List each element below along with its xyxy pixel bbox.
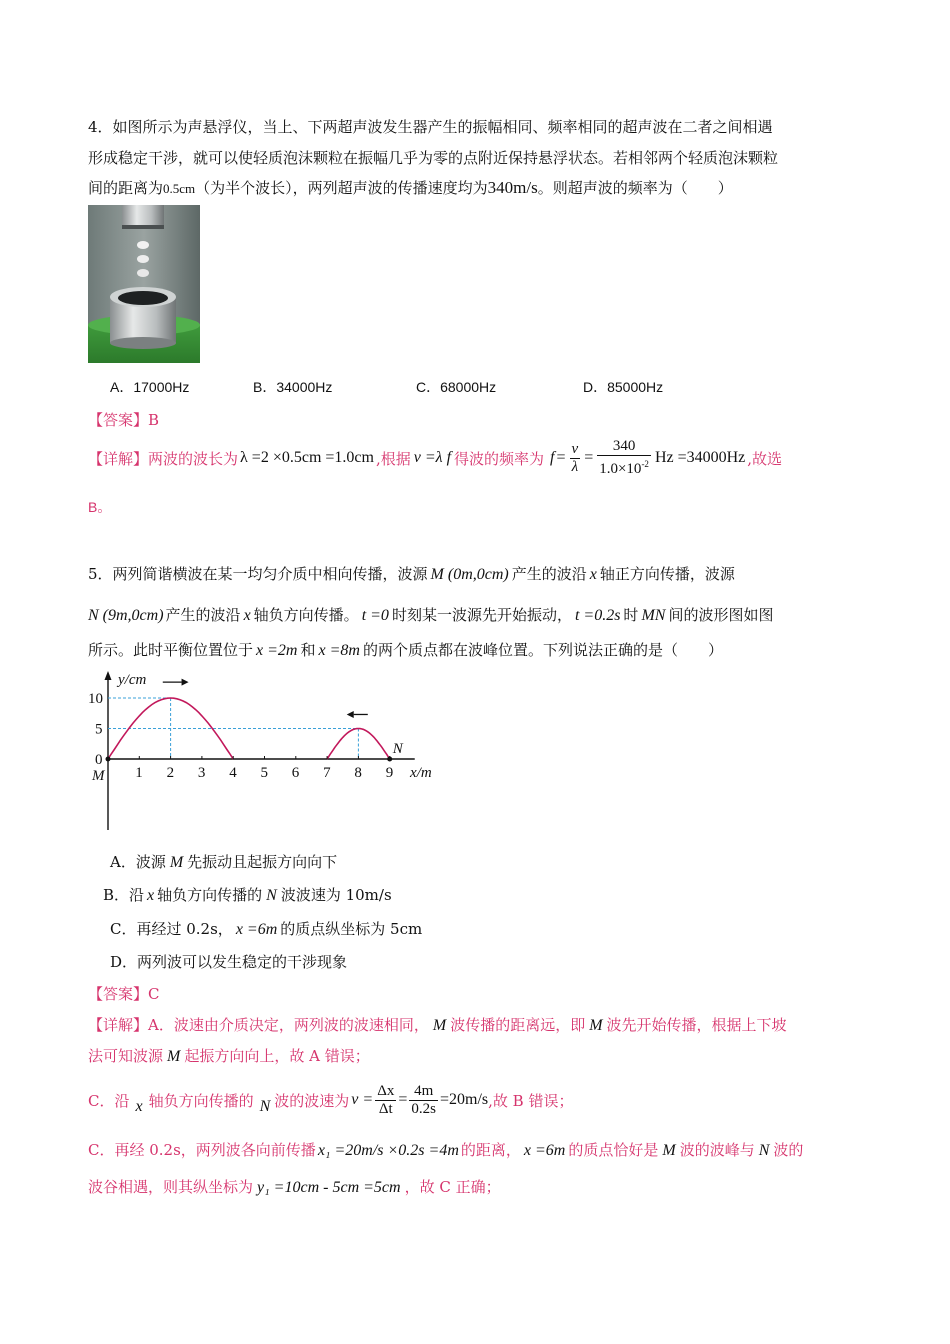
q5-detail-label: 【详解】 xyxy=(88,1016,149,1034)
q5-detail-l4-m: M xyxy=(662,1142,676,1159)
q5-option-c-text-1: C．再经过 0.2s， xyxy=(110,920,233,938)
origin-label-m: M xyxy=(92,768,105,784)
q5-fraction-numeric xyxy=(409,1083,438,1118)
q5-detail-l4-d: 波的波峰与 xyxy=(679,1141,755,1159)
q4-frac2-den-exp: -2 xyxy=(641,459,649,469)
q5-detail-l4-a: C．再经 0.2s，两列波各向前传播 xyxy=(88,1141,316,1159)
y-tick-label: 0 xyxy=(95,752,103,768)
q4-line-3 xyxy=(88,177,733,198)
q5-frac2-den: 0.2s xyxy=(411,1100,436,1117)
q5-option-a xyxy=(110,851,337,872)
q5-frac1-num: Δx xyxy=(377,1082,395,1099)
point-m xyxy=(106,757,111,762)
q5-detail-l5-a: 波谷相遇，则其纵坐标为 xyxy=(88,1178,254,1196)
y-tick-label: 5 xyxy=(95,721,103,738)
y-axis-label: y/cm xyxy=(118,672,147,688)
q4-distance-value: 0.5cm xyxy=(163,181,196,196)
q4-velocity-formula: v =λ f xyxy=(413,449,452,466)
q5-detail-l4-e: 波的 xyxy=(773,1141,804,1159)
q5-fraction-dx-dt xyxy=(375,1083,396,1118)
q5-detail-l1-m2: M xyxy=(589,1017,603,1034)
q5-option-b-n: N xyxy=(266,887,277,904)
q5-detail-l2-a: 法可知波源 xyxy=(88,1047,164,1065)
q5-line3-text-a: 所示。此时平衡位置位于 xyxy=(88,641,254,659)
q4-fraction-v-over-lambda xyxy=(570,441,581,476)
q5-option-b-text-1: B．沿 xyxy=(103,886,145,904)
q5-line1-text-b: 产生的波沿 xyxy=(511,565,587,583)
q5-detail-l3-b: 轴负方向传播的 xyxy=(148,1091,254,1110)
q4-line3-text-c: 。则超声波的频率为（ ） xyxy=(537,179,733,197)
q5-detail-l3-n: N xyxy=(259,1098,271,1115)
q4-detail-line-2: B。 xyxy=(88,499,112,515)
y-axis-arrow xyxy=(105,671,112,680)
q4-speed-value: 340m/s xyxy=(487,178,538,197)
q4-detail-label: 【详解】 xyxy=(88,449,149,468)
q4-fraction-numeric xyxy=(597,438,651,478)
q5-t-zero: t =0 xyxy=(361,607,389,624)
q4-frequency-result: Hz =34000Hz xyxy=(654,449,746,466)
q5-detail-l2-b: 起振方向向上，故 A 错误； xyxy=(184,1047,370,1065)
end-label-n: N xyxy=(392,741,403,757)
q5-detail-l3-res: =20m/s xyxy=(439,1091,489,1108)
q4-wavelength-formula: λ =2 ×0.5cm =1.0cm xyxy=(240,449,374,466)
q5-option-a-text-2: 先振动且起振方向向下 xyxy=(187,853,338,871)
q5-detail-l4-x: x =6m xyxy=(523,1142,566,1159)
q4-option-d: D．85000Hz xyxy=(583,379,664,395)
q5-option-c-x: x =6m xyxy=(235,921,278,938)
x-tick-label: 4 xyxy=(229,765,237,781)
q5-detail-line-4 xyxy=(88,1139,803,1160)
q4-equals-1: = xyxy=(556,449,566,466)
wave-chart xyxy=(86,668,456,834)
y-tick-label: 10 xyxy=(88,691,103,707)
q4-frac1-den: λ xyxy=(571,458,579,475)
q5-detail-l1-c: 波先开始传播，根据上下坡 xyxy=(606,1016,787,1034)
x-tick-label: 5 xyxy=(260,765,268,781)
q4-line-2: 形成稳定干涉，就可以使轻质泡沫颗粒在振幅几乎为零的点附近保持悬浮状态。若相邻两个轻质泡沫颗粒 xyxy=(88,149,779,167)
acoustic-levitator-photo xyxy=(88,205,200,363)
q5-line-1 xyxy=(88,563,735,584)
arrow-right-head xyxy=(182,679,189,686)
q5-line1-x: x xyxy=(589,566,597,583)
q5-line2-x: x xyxy=(243,607,251,624)
q5-frac2-num: 4m xyxy=(409,1083,438,1101)
q5-detail-l3-a: C．沿 xyxy=(88,1091,130,1110)
q5-option-c-text-2: 的质点纵坐标为 5cm xyxy=(280,920,423,938)
q5-option-c xyxy=(110,918,422,939)
q4-equals-2: = xyxy=(584,449,594,466)
q5-line3-text-b: 和 xyxy=(300,641,316,659)
q5-line-3 xyxy=(88,639,723,660)
q5-detail-line-3 xyxy=(88,1078,573,1122)
q5-x-eight: x =8m xyxy=(318,642,360,659)
q5-detail-line-5 xyxy=(88,1176,501,1197)
q4-line3-text-a: 间的距离为 xyxy=(88,179,164,197)
q5-detail-line-1 xyxy=(88,1014,787,1035)
q5-detail-l2-m: M xyxy=(167,1048,181,1065)
q5-option-a-text-1: A．波源 xyxy=(110,853,166,871)
q5-frac1-den: Δt xyxy=(378,1100,393,1117)
q5-option-b-text-2: 轴负方向传播的 xyxy=(157,886,263,904)
q5-detail-l4-c: 的质点恰好是 xyxy=(568,1141,659,1159)
q5-line-2 xyxy=(88,604,773,625)
q4-frac1-num: v xyxy=(571,440,579,457)
q5-mn: MN xyxy=(641,607,666,624)
q4-line-1: 4．如图所示为声悬浮仪，当上、下两超声波发生器产生的振幅相同、频率相同的超声波在二者之间相遇 xyxy=(88,118,773,136)
q5-detail-l4-n: N xyxy=(758,1142,770,1159)
q5-detail-l1-b: 波传播的距离远，即 xyxy=(450,1016,586,1034)
q5-line2-text-d: 时 xyxy=(623,606,639,624)
q5-option-d: D．两列波可以发生稳定的干涉现象 xyxy=(110,953,348,971)
q5-detail-l3-d: ,故 B 错误； xyxy=(488,1091,574,1110)
q4-option-a: A．17000Hz xyxy=(110,379,190,395)
q5-t-point-two: t =0.2s xyxy=(574,607,621,624)
x-tick-label: 7 xyxy=(323,765,331,781)
q5-detail-l5-formula: y₁ =10cm - 5cm =5cm xyxy=(257,1179,401,1196)
q4-frac2-den xyxy=(597,456,651,478)
x-tick-label: 1 xyxy=(135,765,143,781)
x-tick-label: 9 xyxy=(385,765,394,781)
q5-line2-text-b: 轴负方向传播。 xyxy=(253,606,359,624)
q5-option-a-m: M xyxy=(169,854,184,871)
q4-detail-text-d: ,故选 xyxy=(747,449,783,468)
q5-line2-text-c: 时刻某一波源先开始振动， xyxy=(391,606,572,624)
q4-answer: 【答案】B xyxy=(88,411,160,429)
q5-detail-l3-x: x xyxy=(135,1098,143,1115)
q5-detail-l4-formula: x₁ =20m/s ×0.2s =4m xyxy=(317,1142,459,1159)
q4-frac2-num: 340 xyxy=(597,438,651,456)
point-n xyxy=(387,757,392,762)
x-tick-label: 8 xyxy=(354,765,362,781)
q4-detail-text-b: ,根据 xyxy=(375,449,411,468)
q5-detail-l1-m1: M xyxy=(432,1017,447,1034)
q4-detail-line-1 xyxy=(88,438,782,478)
q5-option-b xyxy=(103,884,392,905)
x-axis-label: x/m xyxy=(410,765,432,781)
q5-line2-text-e: 间的波形图如图 xyxy=(668,606,774,624)
chart-root xyxy=(88,671,432,830)
x-tick-label: 2 xyxy=(166,765,175,781)
q4-detail-text-a: 两波的波长为 xyxy=(148,449,239,468)
q5-detail-l3-c: 波的波速为 xyxy=(274,1091,350,1110)
q5-line1-text-a: 5．两列简谐横波在某一均匀介质中相向传播，波源 xyxy=(88,565,428,583)
q4-frac2-den-base: 1.0×10 xyxy=(599,461,642,477)
q5-x-two: x =2m xyxy=(256,642,298,659)
q4-line3-text-b: （为半个波长），两列超声波的传播速度均为 xyxy=(195,179,488,197)
q5-detail-l3-eq: = xyxy=(398,1091,408,1108)
q5-line1-text-c: 轴正方向传播，波源 xyxy=(599,565,735,583)
q5-source-n: N (9m,0cm) xyxy=(88,607,164,624)
q5-line3-text-c: 的两个质点都在波峰位置。下列说法正确的是（ ） xyxy=(362,641,723,659)
q5-detail-line-2 xyxy=(88,1045,370,1066)
arrow-left-head xyxy=(347,711,354,718)
q5-source-m: M (0m,0cm) xyxy=(430,566,509,583)
q5-detail-l4-b: 的距离， xyxy=(460,1141,521,1159)
q5-answer: 【答案】C xyxy=(88,985,160,1003)
q5-option-b-x: x xyxy=(147,887,155,904)
x-tick-label: 3 xyxy=(197,765,206,781)
x-tick-label: 6 xyxy=(291,765,300,781)
q5-detail-l1-a: A．波速由介质决定，两列波的波速相同， xyxy=(148,1016,429,1034)
q5-detail-l3-v: v = xyxy=(351,1091,374,1108)
q4-frequency-symbol: f xyxy=(550,449,555,466)
q4-option-b: B．34000Hz xyxy=(253,379,333,395)
q5-option-b-text-3: 波波速为 10m/s xyxy=(280,886,392,904)
q4-detail-text-c: 得波的频率为 xyxy=(454,449,545,468)
q4-option-c: C．68000Hz xyxy=(416,379,497,395)
q5-detail-l5-b: ，故 C 正确； xyxy=(404,1178,501,1196)
q5-line2-text-a: 产生的波沿 xyxy=(165,606,241,624)
